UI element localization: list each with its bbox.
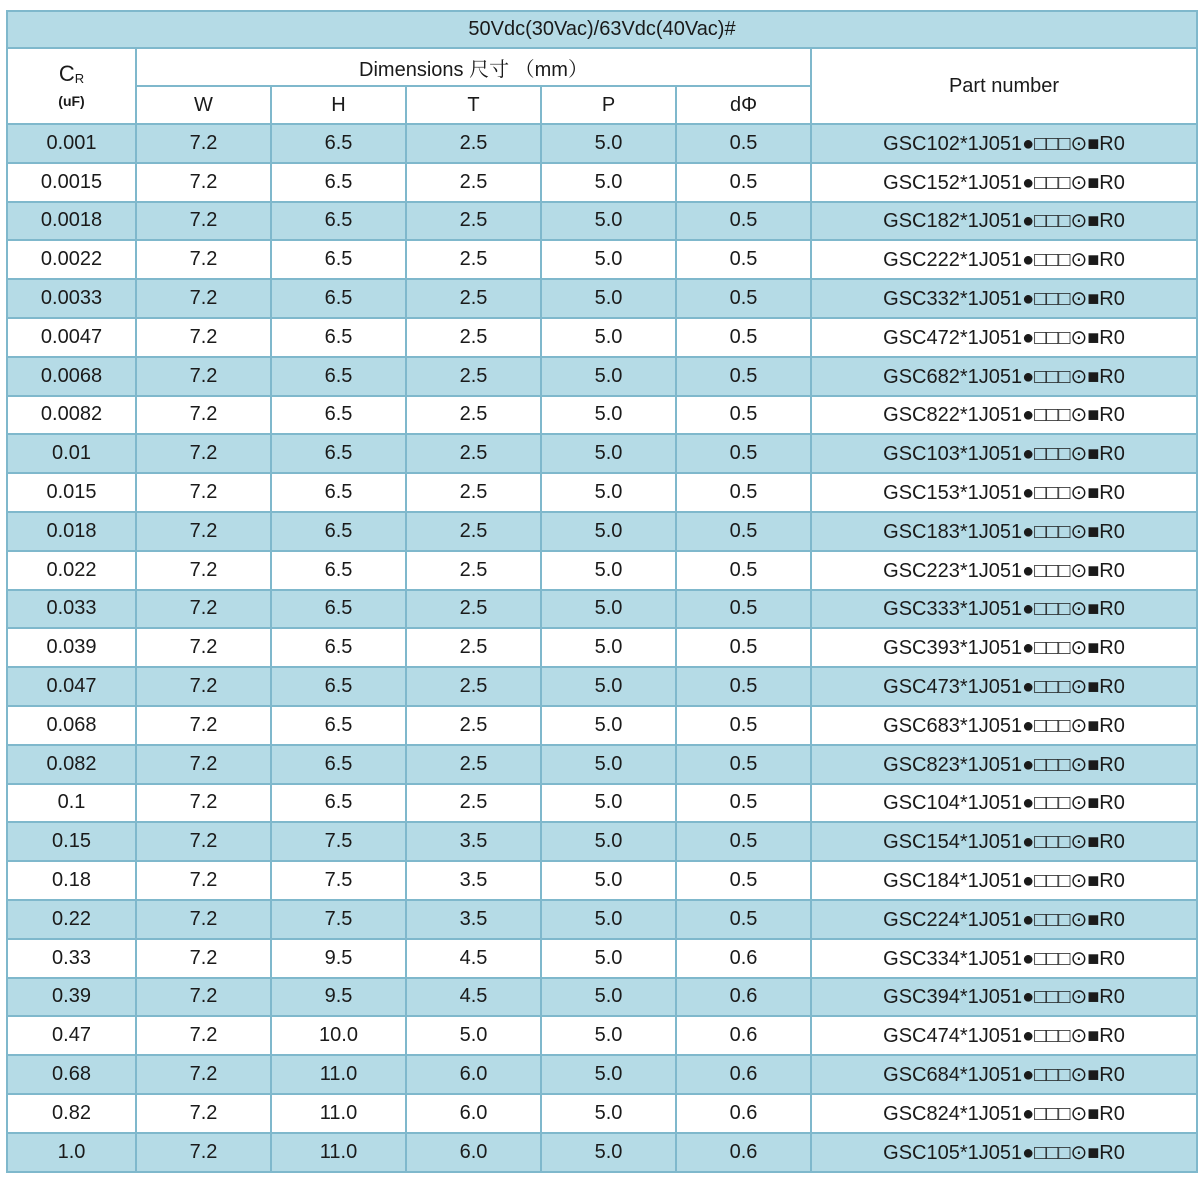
lead-diameter-cell: 0.5 [676, 551, 811, 590]
capacitance-cell: 0.33 [7, 939, 136, 978]
lead-diameter-cell: 0.5 [676, 590, 811, 629]
capacitance-cell: 0.047 [7, 667, 136, 706]
part-number-cell: GSC682*1J051●□□□⊙■R0 [811, 357, 1197, 396]
thickness-cell: 6.0 [406, 1055, 541, 1094]
thickness-cell: 6.0 [406, 1094, 541, 1133]
capacitance-cell: 0.22 [7, 900, 136, 939]
capacitance-cell: 0.68 [7, 1055, 136, 1094]
table-row [7, 163, 1197, 202]
pitch-cell: 5.0 [541, 784, 676, 823]
capacitance-symbol: $C_R$ [58, 60, 85, 86]
thickness-cell: 2.5 [406, 124, 541, 163]
pitch-cell: 5.0 [541, 512, 676, 551]
thickness-cell: 2.5 [406, 357, 541, 396]
width-cell: 7.2 [136, 861, 271, 900]
lead-diameter-cell: 0.5 [676, 357, 811, 396]
pitch-cell: 5.0 [541, 279, 676, 318]
width-cell: 7.2 [136, 163, 271, 202]
table-row [7, 745, 1197, 784]
width-cell: 7.2 [136, 822, 271, 861]
width-cell: 7.2 [136, 667, 271, 706]
capacitance-cell: 0.039 [7, 628, 136, 667]
width-cell: 7.2 [136, 1055, 271, 1094]
thickness-cell: 2.5 [406, 628, 541, 667]
part-number-cell: GSC822*1J051●□□□⊙■R0 [811, 396, 1197, 435]
capacitance-cell: 0.39 [7, 978, 136, 1017]
col-header-w: W [136, 86, 271, 124]
table-row [7, 628, 1197, 667]
capacitance-cell: 0.001 [7, 124, 136, 163]
table-row [7, 240, 1197, 279]
table-row [7, 318, 1197, 357]
pitch-cell: 5.0 [541, 628, 676, 667]
height-cell: 6.5 [271, 473, 406, 512]
capacitance-cell: 0.15 [7, 822, 136, 861]
width-cell: 7.2 [136, 551, 271, 590]
width-cell: 7.2 [136, 357, 271, 396]
pitch-cell: 5.0 [541, 706, 676, 745]
table-row [7, 706, 1197, 745]
width-cell: 7.2 [136, 279, 271, 318]
thickness-cell: 2.5 [406, 473, 541, 512]
lead-diameter-cell: 0.5 [676, 861, 811, 900]
part-number-cell: GSC224*1J051●□□□⊙■R0 [811, 900, 1197, 939]
thickness-cell: 3.5 [406, 822, 541, 861]
part-number-cell: GSC334*1J051●□□□⊙■R0 [811, 939, 1197, 978]
thickness-cell: 2.5 [406, 434, 541, 473]
pitch-cell: 5.0 [541, 1016, 676, 1055]
table-row [7, 279, 1197, 318]
table-row [7, 434, 1197, 473]
pitch-cell: 5.0 [541, 978, 676, 1017]
height-cell: 6.5 [271, 163, 406, 202]
table-row [7, 822, 1197, 861]
col-header-h: H [271, 86, 406, 124]
pitch-cell: 5.0 [541, 473, 676, 512]
table-body [7, 124, 1197, 1172]
lead-diameter-cell: 0.6 [676, 939, 811, 978]
pitch-cell: 5.0 [541, 1094, 676, 1133]
part-number-cell: GSC103*1J051●□□□⊙■R0 [811, 434, 1197, 473]
height-cell: 6.5 [271, 706, 406, 745]
width-cell: 7.2 [136, 512, 271, 551]
part-number-header: Part number [811, 48, 1197, 124]
part-number-cell: GSC102*1J051●□□□⊙■R0 [811, 124, 1197, 163]
part-number-cell: GSC394*1J051●□□□⊙■R0 [811, 978, 1197, 1017]
thickness-cell: 2.5 [406, 163, 541, 202]
table-row [7, 512, 1197, 551]
height-cell: 11.0 [271, 1094, 406, 1133]
pitch-cell: 5.0 [541, 1055, 676, 1094]
height-cell: 7.5 [271, 822, 406, 861]
lead-diameter-cell: 0.5 [676, 318, 811, 357]
thickness-cell: 2.5 [406, 745, 541, 784]
table-row [7, 473, 1197, 512]
lead-diameter-cell: 0.5 [676, 279, 811, 318]
lead-diameter-cell: 0.5 [676, 628, 811, 667]
lead-diameter-cell: 0.5 [676, 822, 811, 861]
height-cell: 11.0 [271, 1133, 406, 1172]
width-cell: 7.2 [136, 745, 271, 784]
pitch-cell: 5.0 [541, 861, 676, 900]
thickness-cell: 2.5 [406, 784, 541, 823]
height-cell: 6.5 [271, 667, 406, 706]
width-cell: 7.2 [136, 240, 271, 279]
thickness-cell: 2.5 [406, 590, 541, 629]
capacitance-cell: 0.01 [7, 434, 136, 473]
lead-diameter-cell: 0.5 [676, 240, 811, 279]
capacitance-cell: 0.068 [7, 706, 136, 745]
part-number-cell: GSC182*1J051●□□□⊙■R0 [811, 202, 1197, 241]
col-header-t: T [406, 86, 541, 124]
pitch-cell: 5.0 [541, 590, 676, 629]
part-number-cell: GSC393*1J051●□□□⊙■R0 [811, 628, 1197, 667]
capacitance-cell: 0.0068 [7, 357, 136, 396]
lead-diameter-cell: 0.6 [676, 1133, 811, 1172]
width-cell: 7.2 [136, 784, 271, 823]
table-row [7, 784, 1197, 823]
table-row [7, 1055, 1197, 1094]
part-number-cell: GSC333*1J051●□□□⊙■R0 [811, 590, 1197, 629]
pitch-cell: 5.0 [541, 551, 676, 590]
capacitance-cell: 0.0022 [7, 240, 136, 279]
pitch-cell: 5.0 [541, 434, 676, 473]
part-number-cell: GSC473*1J051●□□□⊙■R0 [811, 667, 1197, 706]
thickness-cell: 2.5 [406, 667, 541, 706]
lead-diameter-cell: 0.5 [676, 900, 811, 939]
part-number-cell: GSC223*1J051●□□□⊙■R0 [811, 551, 1197, 590]
thickness-cell: 2.5 [406, 396, 541, 435]
table-row [7, 396, 1197, 435]
thickness-cell: 2.5 [406, 706, 541, 745]
lead-diameter-cell: 0.5 [676, 202, 811, 241]
width-cell: 7.2 [136, 1133, 271, 1172]
table-row [7, 1016, 1197, 1055]
part-number-cell: GSC824*1J051●□□□⊙■R0 [811, 1094, 1197, 1133]
table-title: 50Vdc(30Vac)/63Vdc(40Vac)# [7, 11, 1197, 48]
height-cell: 7.5 [271, 861, 406, 900]
height-cell: 6.5 [271, 512, 406, 551]
width-cell: 7.2 [136, 1016, 271, 1055]
height-cell: 6.5 [271, 784, 406, 823]
pitch-cell: 5.0 [541, 900, 676, 939]
width-cell: 7.2 [136, 590, 271, 629]
capacitor-spec-table [6, 10, 1198, 1173]
width-cell: 7.2 [136, 318, 271, 357]
part-number-cell: GSC105*1J051●□□□⊙■R0 [811, 1133, 1197, 1172]
part-number-cell: GSC222*1J051●□□□⊙■R0 [811, 240, 1197, 279]
width-cell: 7.2 [136, 473, 271, 512]
capacitance-cell: 0.18 [7, 861, 136, 900]
capacitance-cell: 0.0015 [7, 163, 136, 202]
lead-diameter-cell: 0.6 [676, 1016, 811, 1055]
pitch-cell: 5.0 [541, 939, 676, 978]
height-cell: 9.5 [271, 939, 406, 978]
part-number-cell: GSC184*1J051●□□□⊙■R0 [811, 861, 1197, 900]
height-cell: 6.5 [271, 279, 406, 318]
capacitance-cell: 0.82 [7, 1094, 136, 1133]
height-cell: 6.5 [271, 396, 406, 435]
capacitance-cell: 0.033 [7, 590, 136, 629]
height-cell: 6.5 [271, 551, 406, 590]
pitch-cell: 5.0 [541, 1133, 676, 1172]
height-cell: 7.5 [271, 900, 406, 939]
pitch-cell: 5.0 [541, 202, 676, 241]
height-cell: 6.5 [271, 124, 406, 163]
lead-diameter-cell: 0.5 [676, 784, 811, 823]
lead-diameter-cell: 0.5 [676, 667, 811, 706]
lead-diameter-cell: 0.5 [676, 706, 811, 745]
height-cell: 6.5 [271, 357, 406, 396]
thickness-cell: 4.5 [406, 978, 541, 1017]
capacitance-cell: 0.0082 [7, 396, 136, 435]
height-cell: 6.5 [271, 202, 406, 241]
width-cell: 7.2 [136, 396, 271, 435]
part-number-cell: GSC684*1J051●□□□⊙■R0 [811, 1055, 1197, 1094]
width-cell: 7.2 [136, 628, 271, 667]
lead-diameter-cell: 0.6 [676, 1094, 811, 1133]
pitch-cell: 5.0 [541, 357, 676, 396]
thickness-cell: 3.5 [406, 900, 541, 939]
table-row [7, 667, 1197, 706]
thickness-cell: 6.0 [406, 1133, 541, 1172]
thickness-cell: 2.5 [406, 279, 541, 318]
part-number-cell: GSC472*1J051●□□□⊙■R0 [811, 318, 1197, 357]
lead-diameter-cell: 0.5 [676, 124, 811, 163]
width-cell: 7.2 [136, 706, 271, 745]
pitch-cell: 5.0 [541, 396, 676, 435]
height-cell: 6.5 [271, 745, 406, 784]
part-number-cell: GSC152*1J051●□□□⊙■R0 [811, 163, 1197, 202]
width-cell: 7.2 [136, 434, 271, 473]
capacitance-cell: 0.0033 [7, 279, 136, 318]
pitch-cell: 5.0 [541, 667, 676, 706]
height-cell: 6.5 [271, 590, 406, 629]
lead-diameter-cell: 0.5 [676, 163, 811, 202]
lead-diameter-cell: 0.5 [676, 473, 811, 512]
thickness-cell: 3.5 [406, 861, 541, 900]
pitch-cell: 5.0 [541, 163, 676, 202]
part-number-cell: GSC683*1J051●□□□⊙■R0 [811, 706, 1197, 745]
capacitance-cell: 0.1 [7, 784, 136, 823]
height-cell: 10.0 [271, 1016, 406, 1055]
table-row [7, 590, 1197, 629]
pitch-cell: 5.0 [541, 124, 676, 163]
thickness-cell: 2.5 [406, 551, 541, 590]
part-number-cell: GSC154*1J051●□□□⊙■R0 [811, 822, 1197, 861]
part-number-cell: GSC474*1J051●□□□⊙■R0 [811, 1016, 1197, 1055]
capacitance-cell: 1.0 [7, 1133, 136, 1172]
height-cell: 6.5 [271, 434, 406, 473]
table-row [7, 1094, 1197, 1133]
capacitance-cell: 0.082 [7, 745, 136, 784]
width-cell: 7.2 [136, 978, 271, 1017]
thickness-cell: 2.5 [406, 202, 541, 241]
table-row [7, 900, 1197, 939]
thickness-cell: 2.5 [406, 240, 541, 279]
lead-diameter-cell: 0.5 [676, 512, 811, 551]
height-cell: 6.5 [271, 240, 406, 279]
pitch-cell: 5.0 [541, 822, 676, 861]
pitch-cell: 5.0 [541, 745, 676, 784]
lead-diameter-cell: 0.5 [676, 396, 811, 435]
capacitance-cell: 0.015 [7, 473, 136, 512]
thickness-cell: 2.5 [406, 318, 541, 357]
pitch-cell: 5.0 [541, 240, 676, 279]
capacitance-cell: 0.0047 [7, 318, 136, 357]
height-cell: 6.5 [271, 628, 406, 667]
lead-diameter-cell: 0.5 [676, 745, 811, 784]
table-row [7, 202, 1197, 241]
width-cell: 7.2 [136, 202, 271, 241]
height-cell: 6.5 [271, 318, 406, 357]
thickness-cell: 4.5 [406, 939, 541, 978]
height-cell: 11.0 [271, 1055, 406, 1094]
width-cell: 7.2 [136, 124, 271, 163]
capacitance-unit: (uF) [58, 92, 85, 109]
part-number-cell: GSC183*1J051●□□□⊙■R0 [811, 512, 1197, 551]
table-row [7, 551, 1197, 590]
table-row [7, 124, 1197, 163]
thickness-cell: 5.0 [406, 1016, 541, 1055]
table-row [7, 978, 1197, 1017]
lead-diameter-cell: 0.6 [676, 1055, 811, 1094]
table-row [7, 357, 1197, 396]
capacitance-cell: 0.0018 [7, 202, 136, 241]
part-number-cell: GSC104*1J051●□□□⊙■R0 [811, 784, 1197, 823]
capacitance-header [7, 48, 136, 124]
width-cell: 7.2 [136, 900, 271, 939]
col-header-dphi: dΦ [676, 86, 811, 124]
part-number-cell: GSC332*1J051●□□□⊙■R0 [811, 279, 1197, 318]
col-header-p: P [541, 86, 676, 124]
table-row [7, 861, 1197, 900]
height-cell: 9.5 [271, 978, 406, 1017]
width-cell: 7.2 [136, 939, 271, 978]
capacitance-cell: 0.022 [7, 551, 136, 590]
capacitance-cell: 0.018 [7, 512, 136, 551]
lead-diameter-cell: 0.5 [676, 434, 811, 473]
pitch-cell: 5.0 [541, 318, 676, 357]
thickness-cell: 2.5 [406, 512, 541, 551]
part-number-cell: GSC823*1J051●□□□⊙■R0 [811, 745, 1197, 784]
lead-diameter-cell: 0.6 [676, 978, 811, 1017]
dimensions-header: Dimensions 尺寸 （mm） [136, 48, 811, 86]
width-cell: 7.2 [136, 1094, 271, 1133]
table-row [7, 1133, 1197, 1172]
table-row [7, 939, 1197, 978]
part-number-cell: GSC153*1J051●□□□⊙■R0 [811, 473, 1197, 512]
capacitance-cell: 0.47 [7, 1016, 136, 1055]
